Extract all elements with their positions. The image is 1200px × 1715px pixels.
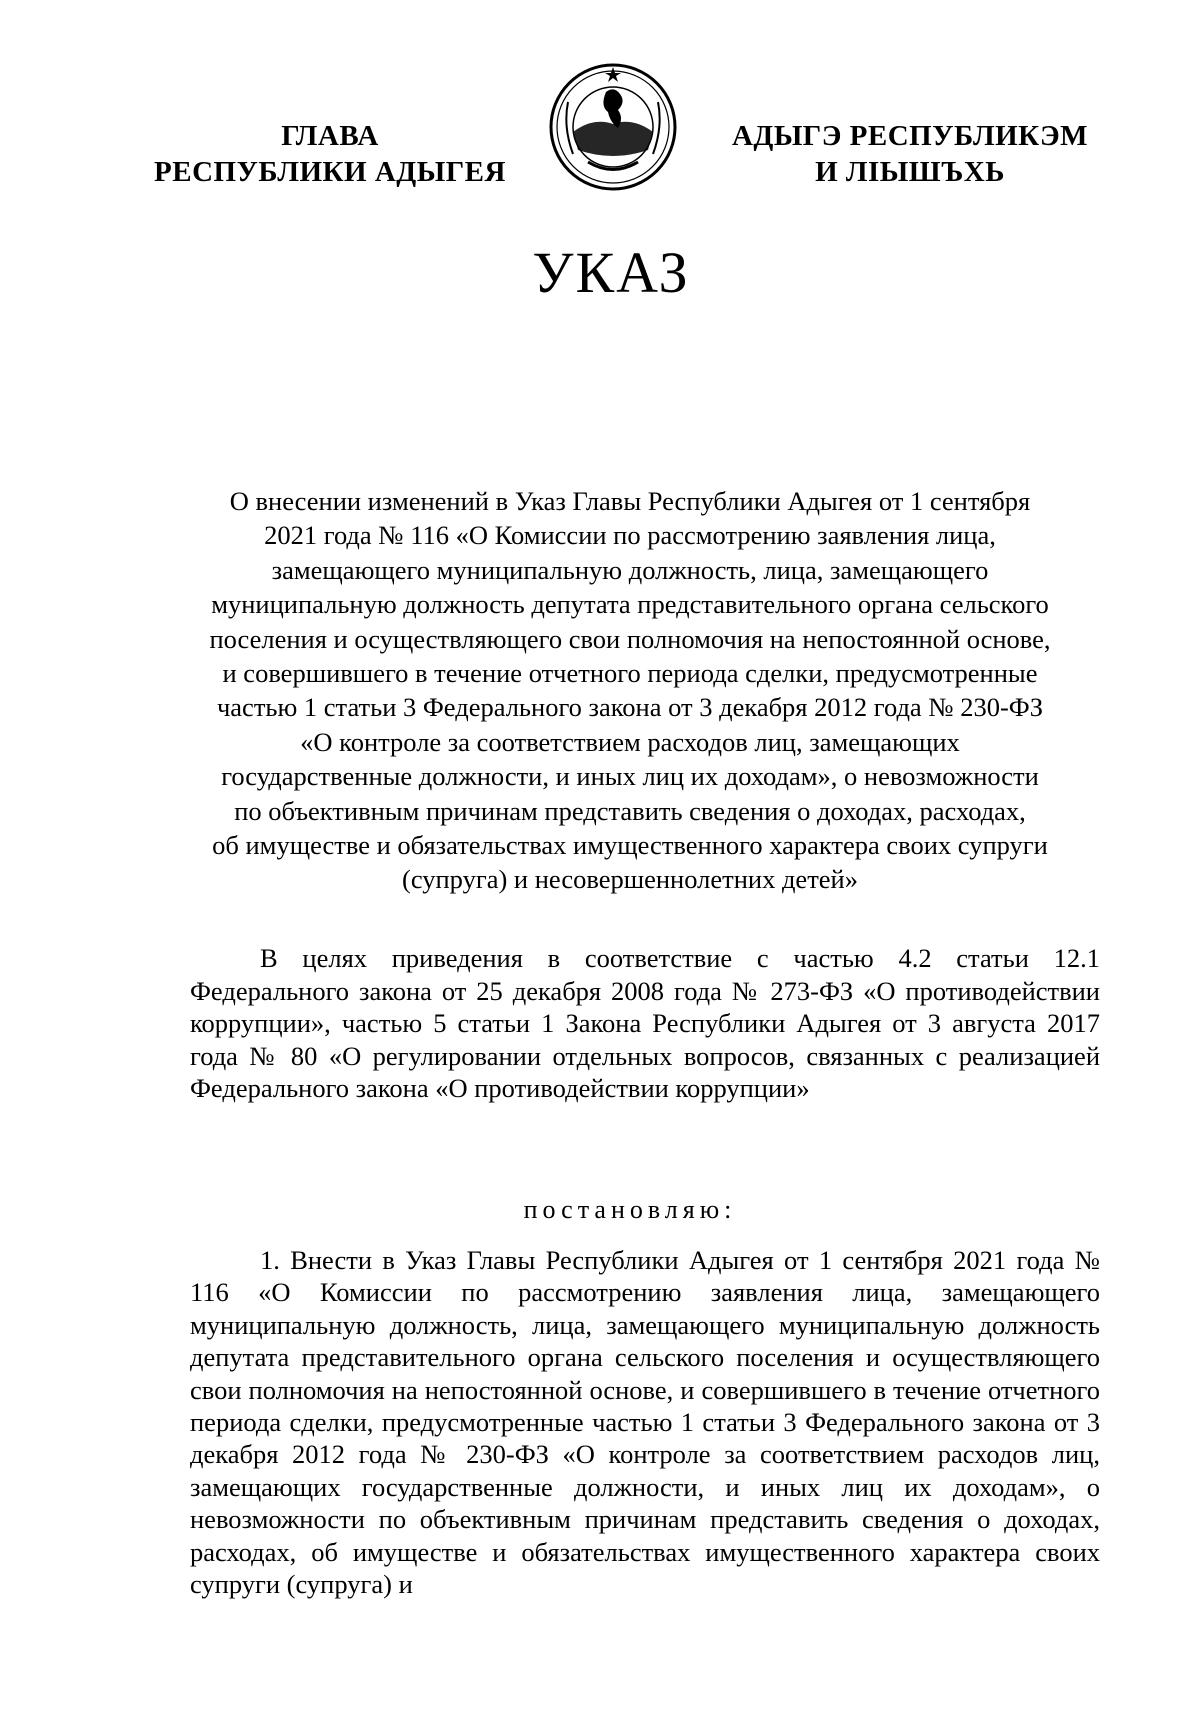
preamble-paragraph: В целях приведения в соответствие с частью 4.2 статьи 12.1 Федерального закона от 25 декабря 2008 года № 273-ФЗ «О противодействии коррупции», частью 5 статьи 1 Закона Республики Адыгея от 3 августа 2017 года № 80 «О регулировании отдельных вопросов, связанных с реализацией Федерального закона «О противодействии коррупции» [190, 943, 1100, 1104]
header-left [150, 118, 510, 190]
subject-line: О внесении изменений в Указ Главы Республики Адыгея от 1 сентября [229, 486, 1031, 516]
header-left-line1: ГЛАВА [281, 120, 379, 152]
subject-line: «О контроле за соответствием расходов лиц, замещающих [300, 726, 960, 757]
header-right-line1: АДЫГЭ РЕСПУБЛИКЭМ [731, 120, 1089, 152]
subject-line: по объективным причинам представить сведения о доходах, расходах, [234, 795, 1026, 826]
document-subject [190, 484, 1070, 897]
header-right [720, 118, 1100, 190]
subject-line: замещающего муниципальную должность, лица, замещающего [271, 554, 989, 585]
subject-line: об имуществе и обязательствах имущественного характера своих супруги [212, 830, 1048, 861]
subject-line: частью 1 статьи 3 Федерального закона от 3 декабря 2012 года № 230-ФЗ [216, 692, 1044, 723]
subject-line: 2021 года № 116 «О Комиссии по рассмотрению заявления лица, [264, 520, 996, 551]
header-right-line2: И ЛІЫШЪХЬ [815, 156, 1005, 188]
item-1-paragraph: 1. Внести в Указ Главы Республики Адыгея от 1 сентября 2021 года № 116 «О Комиссии по рассмотрению заявления лица, замещающего муниципальную должность, лица, замещающего муниципальную должность депутата представительного органа сельского поселения и осуществляющего свои полномочия на непостоянной основе, и совершившего в течение отчетного периода сделки, предусмотренные частью 1 статьи 3 Федерального закона от 3 декабря 2012 года № 230-ФЗ «О контроле за соответствием расходов лиц, замещающих государственные должности, и иных лиц их доходам», о невозможности по объективным причинам представить сведения о доходах, расходах, об имуществе и обязательствах имущественного характера своих супруги (супруга) и [190, 1245, 1100, 1600]
document-title: УКАЗ [532, 240, 690, 305]
decree-word: постановляю: [523, 1195, 737, 1224]
coat-of-arms-emblem-icon [548, 62, 678, 192]
header-left-line2: РЕСПУБЛИКИ АДЫГЕЯ [154, 156, 506, 188]
subject-line: (супруга) и несовершеннолетних детей» [402, 864, 858, 895]
subject-line: государственные должности, и иных лиц их доходам», о невозможности [221, 761, 1039, 792]
subject-line: муниципальную должность депутата представительного органа сельского [211, 589, 1049, 620]
subject-line: поселения и осуществляющего свои полномочия на непостоянной основе, [209, 623, 1051, 654]
subject-line: и совершившего в течение отчетного периода сделки, предусмотренные [222, 658, 1038, 689]
